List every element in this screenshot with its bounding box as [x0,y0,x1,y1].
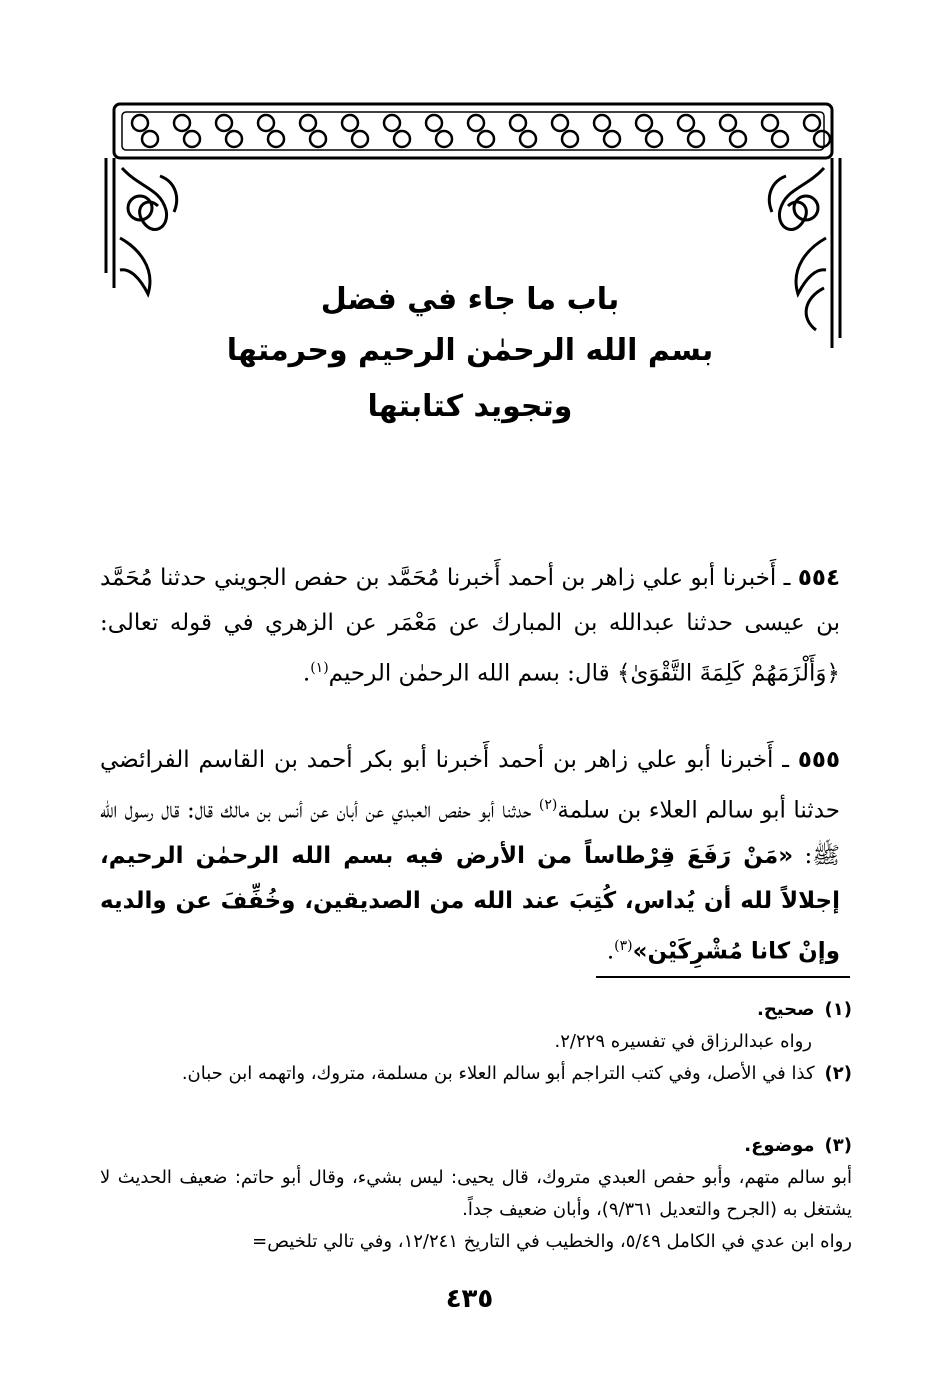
chapter-title-line-3: وتجويد كتابتها [367,389,573,424]
footnote-2 [100,1058,852,1090]
prophetic-quote: «مَنْ رَفَعَ قِرْطاساً من الأرض فيه بسم الله الرحمٰن الرحيم، إجلالاً لله أن يُداس، كُتِبَ عند الله من الصديقين، وخُفِّفَ عن والديه وإنْ كانا مُشْرِكَيْن» [100,842,840,965]
footnote-grade: موضوع. [744,1135,815,1156]
footnote-text: كذا في الأصل، وفي كتب التراجم أبو سالم العلاء بن مسلمة، متروك، واتهمه ابن حبان. [181,1063,815,1084]
footnote-text: رواه عبدالرزاق في تفسيره ٢/٢٢٩. [554,1031,812,1052]
footnote-ref: (١) [310,660,329,676]
footnote-ref: (٣) [614,937,633,954]
footnote-1 [100,994,852,1058]
footnote-separator [596,976,850,978]
hadith-555 [100,738,840,974]
footnote-mark: (٣) [824,1135,852,1156]
footnote-mark: (٢) [824,1063,852,1084]
hadith-text: ـ أَخبرنا أبو علي زاهر بن أحمد أَخبرنا أبو بكر أحمد بن القاسم الفرائضي حدثنا أبو سالم العلاء بن سلمة [100,747,840,824]
sentence-end: . [302,660,311,687]
hadith-number: ٥٥٤ [797,565,840,591]
footnote-3 [100,1130,852,1258]
hadith-text: قال: بسم الله الرحمٰن الرحيم [328,660,617,687]
footnote-text: أبو سالم متهم، وأبو حفص العبدي متروك، قال يحيى: ليس بشيء، وقال أبو حاتم: ضعيف الحديث لا يشتغل به (الجرح والتعديل ٩/٣٦١)، وأبان ضعيف جداً. [100,1167,852,1220]
hadith-number: ٥٥٥ [797,747,840,773]
footnote-text: رواه ابن عدي في الكامل ٥/٤٩، والخطيب في التاريخ ١٢/٢٤١، وفي تالي تلخيص= [252,1231,852,1252]
hadith-text: ـ أَخبرنا أبو علي زاهر بن أحمد أَخبرنا مُحَمَّد بن حفص الجويني حدثنا مُحَمَّد بن عيسى حدثنا عبدالله بن المبارك عن مَعْمَر عن الزهري في قوله تعالى: [100,565,840,636]
hadith-554 [100,556,840,697]
page-number: ٤٣٥ [445,1284,494,1314]
hadith-text: حدثنا أبو حفص العبدي عن أبان عن أنس بن مالك قال: قال رسول الله ﷺ: [100,797,840,869]
quran-verse: ﴿وَأَلْزَمَهُمْ كَلِمَةَ التَّقْوَىٰ﴾ [616,660,840,687]
footnote-mark: (١) [824,999,852,1020]
footnote-grade: صحيح. [757,999,815,1020]
chapter-title-line-2: بسم الله الرحمٰن الرحيم وحرمتها [226,333,714,368]
footnote-ref: (٢) [538,797,558,813]
sentence-end: . [606,938,615,965]
chapter-title-line-1: باب ما جاء في فضل [320,282,620,317]
